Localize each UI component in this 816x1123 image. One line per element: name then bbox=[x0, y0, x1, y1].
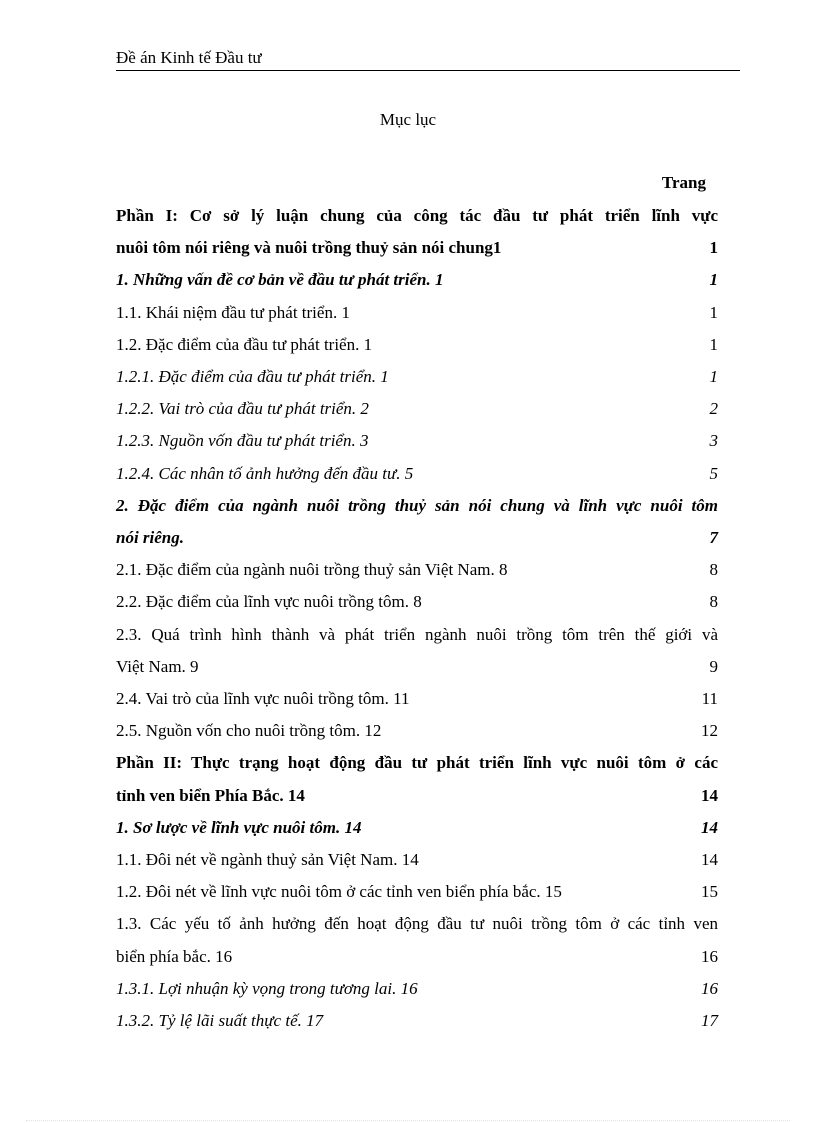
running-header bbox=[116, 48, 740, 71]
toc-page-number: 16 bbox=[701, 978, 718, 998]
toc-entry[interactable] bbox=[116, 683, 718, 715]
toc-entry[interactable] bbox=[116, 586, 718, 618]
toc-entry-text: 1.2.3. Nguồn vốn đầu tư phát triển. 3 bbox=[116, 431, 369, 451]
toc-entry[interactable] bbox=[116, 844, 718, 876]
toc-entry-text: 1.1. Đôi nét về ngành thuỷ sản Việt Nam. 14 bbox=[116, 850, 419, 870]
page-title: Mục lục bbox=[379, 110, 437, 129]
toc-page-number: 11 bbox=[701, 689, 718, 709]
toc-page-number: 9 bbox=[709, 656, 718, 676]
toc-entry-text: biển phía bắc. 16 bbox=[116, 946, 233, 966]
toc-entry-text: nuôi tôm nói riêng và nuôi trồng thuỷ sản nói chung1 bbox=[116, 238, 502, 258]
toc-entry-text: 1.2.2. Vai trò của đầu tư phát triển. 2 bbox=[116, 399, 369, 419]
header-text: Đề án Kinh tế Đầu tư bbox=[116, 48, 262, 67]
toc-page-number: 14 bbox=[701, 817, 718, 837]
toc-entry-text: tỉnh ven biển Phía Bắc. 14 bbox=[116, 785, 305, 805]
toc-entry[interactable] bbox=[116, 490, 718, 554]
toc-page-number: 14 bbox=[701, 785, 718, 805]
footer-divider bbox=[26, 1120, 790, 1121]
toc-entry[interactable] bbox=[116, 200, 718, 264]
toc-page-number: 1 bbox=[709, 238, 718, 258]
toc-entry-text: 1.3. Các yếu tố ảnh hưởng đến hoạt động đầu tư nuôi trồng tôm ở các tỉnh ven bbox=[116, 914, 718, 934]
toc-entry-text: 1.2. Đôi nét về lĩnh vực nuôi tôm ở các tỉnh ven biển phía bắc. 15 bbox=[116, 882, 562, 902]
toc-entry-text: 1.1. Khái niệm đầu tư phát triển. 1 bbox=[116, 302, 350, 322]
toc-page-number: 1 bbox=[709, 367, 718, 387]
toc-page-number: 15 bbox=[701, 882, 718, 902]
toc-entry[interactable] bbox=[116, 1005, 718, 1037]
toc-page-number: 14 bbox=[701, 850, 718, 870]
toc-entry-text: 1. Những vấn đề cơ bản về đầu tư phát triển. 1 bbox=[116, 270, 444, 290]
toc-page-number: 16 bbox=[701, 946, 718, 966]
toc-entry-text: 1.2. Đặc điểm của đầu tư phát triển. 1 bbox=[116, 334, 373, 354]
toc-entry-text: Phần I: Cơ sở lý luận chung của công tác đầu tư phát triển lĩnh vực bbox=[116, 206, 718, 225]
toc-entry-text: 1.2.1. Đặc điểm của đầu tư phát triển. 1 bbox=[116, 367, 389, 387]
toc-entry-text: 2.1. Đặc điểm của ngành nuôi trồng thuỷ sản Việt Nam. 8 bbox=[116, 560, 508, 580]
toc-entry[interactable] bbox=[116, 876, 718, 908]
toc-entry-text: Việt Nam. 9 bbox=[116, 656, 199, 676]
toc-entry[interactable] bbox=[116, 329, 718, 361]
toc-page-number: 2 bbox=[709, 399, 718, 419]
toc-entry[interactable] bbox=[116, 747, 718, 811]
toc-entry[interactable] bbox=[116, 908, 718, 972]
toc-entry[interactable] bbox=[116, 458, 718, 490]
toc-page-number: 12 bbox=[701, 721, 718, 741]
toc-entry[interactable] bbox=[116, 297, 718, 329]
toc-entry-text: 2. Đặc điểm của ngành nuôi trồng thuỷ sản nói chung và lĩnh vực nuôi tôm bbox=[116, 495, 718, 515]
toc-entry-text: 2.2. Đặc điểm của lĩnh vực nuôi trồng tôm. 8 bbox=[116, 592, 422, 612]
toc-page-number: 3 bbox=[709, 431, 718, 451]
toc-page-number: 17 bbox=[701, 1011, 718, 1031]
toc-page-number: 5 bbox=[709, 463, 718, 483]
toc-page-number: 1 bbox=[709, 334, 718, 354]
toc-page-number: 8 bbox=[709, 592, 718, 612]
toc-entry-text: nói riêng. bbox=[116, 528, 185, 548]
toc-entry[interactable] bbox=[116, 812, 718, 844]
toc-entry-text: 1. Sơ lược về lĩnh vực nuôi tôm. 14 bbox=[116, 817, 362, 837]
toc-page-number: 1 bbox=[709, 302, 718, 322]
toc-entry[interactable] bbox=[116, 264, 718, 296]
table-of-contents bbox=[116, 200, 718, 1037]
toc-entry[interactable] bbox=[116, 973, 718, 1005]
toc-entry-text: 2.5. Nguồn vốn cho nuôi trồng tôm. 12 bbox=[116, 721, 382, 741]
toc-entry[interactable] bbox=[116, 393, 718, 425]
toc-entry-text: 1.3.2. Tỷ lệ lãi suất thực tế. 17 bbox=[116, 1011, 324, 1031]
page-column-label: Trang bbox=[661, 173, 706, 192]
toc-entry[interactable] bbox=[116, 425, 718, 457]
toc-entry[interactable] bbox=[116, 361, 718, 393]
toc-entry-text: 1.3.1. Lợi nhuận kỳ vọng trong tương lai. 16 bbox=[116, 978, 418, 998]
toc-page-number: 8 bbox=[709, 560, 718, 580]
toc-entry[interactable] bbox=[116, 715, 718, 747]
toc-page-number: 1 bbox=[709, 270, 718, 290]
toc-entry[interactable] bbox=[116, 619, 718, 683]
toc-entry[interactable] bbox=[116, 554, 718, 586]
toc-entry-text: 2.4. Vai trò của lĩnh vực nuôi trồng tôm. 11 bbox=[116, 689, 410, 709]
toc-page-number: 7 bbox=[709, 528, 718, 548]
toc-entry-text: Phần II: Thực trạng hoạt động đầu tư phát triển lĩnh vực nuôi tôm ở các bbox=[116, 753, 718, 773]
toc-entry-text: 1.2.4. Các nhân tố ảnh hưởng đến đầu tư. 5 bbox=[116, 463, 414, 483]
toc-entry-text: 2.3. Quá trình hình thành và phát triển ngành nuôi trồng tôm trên thế giới và bbox=[116, 624, 718, 644]
